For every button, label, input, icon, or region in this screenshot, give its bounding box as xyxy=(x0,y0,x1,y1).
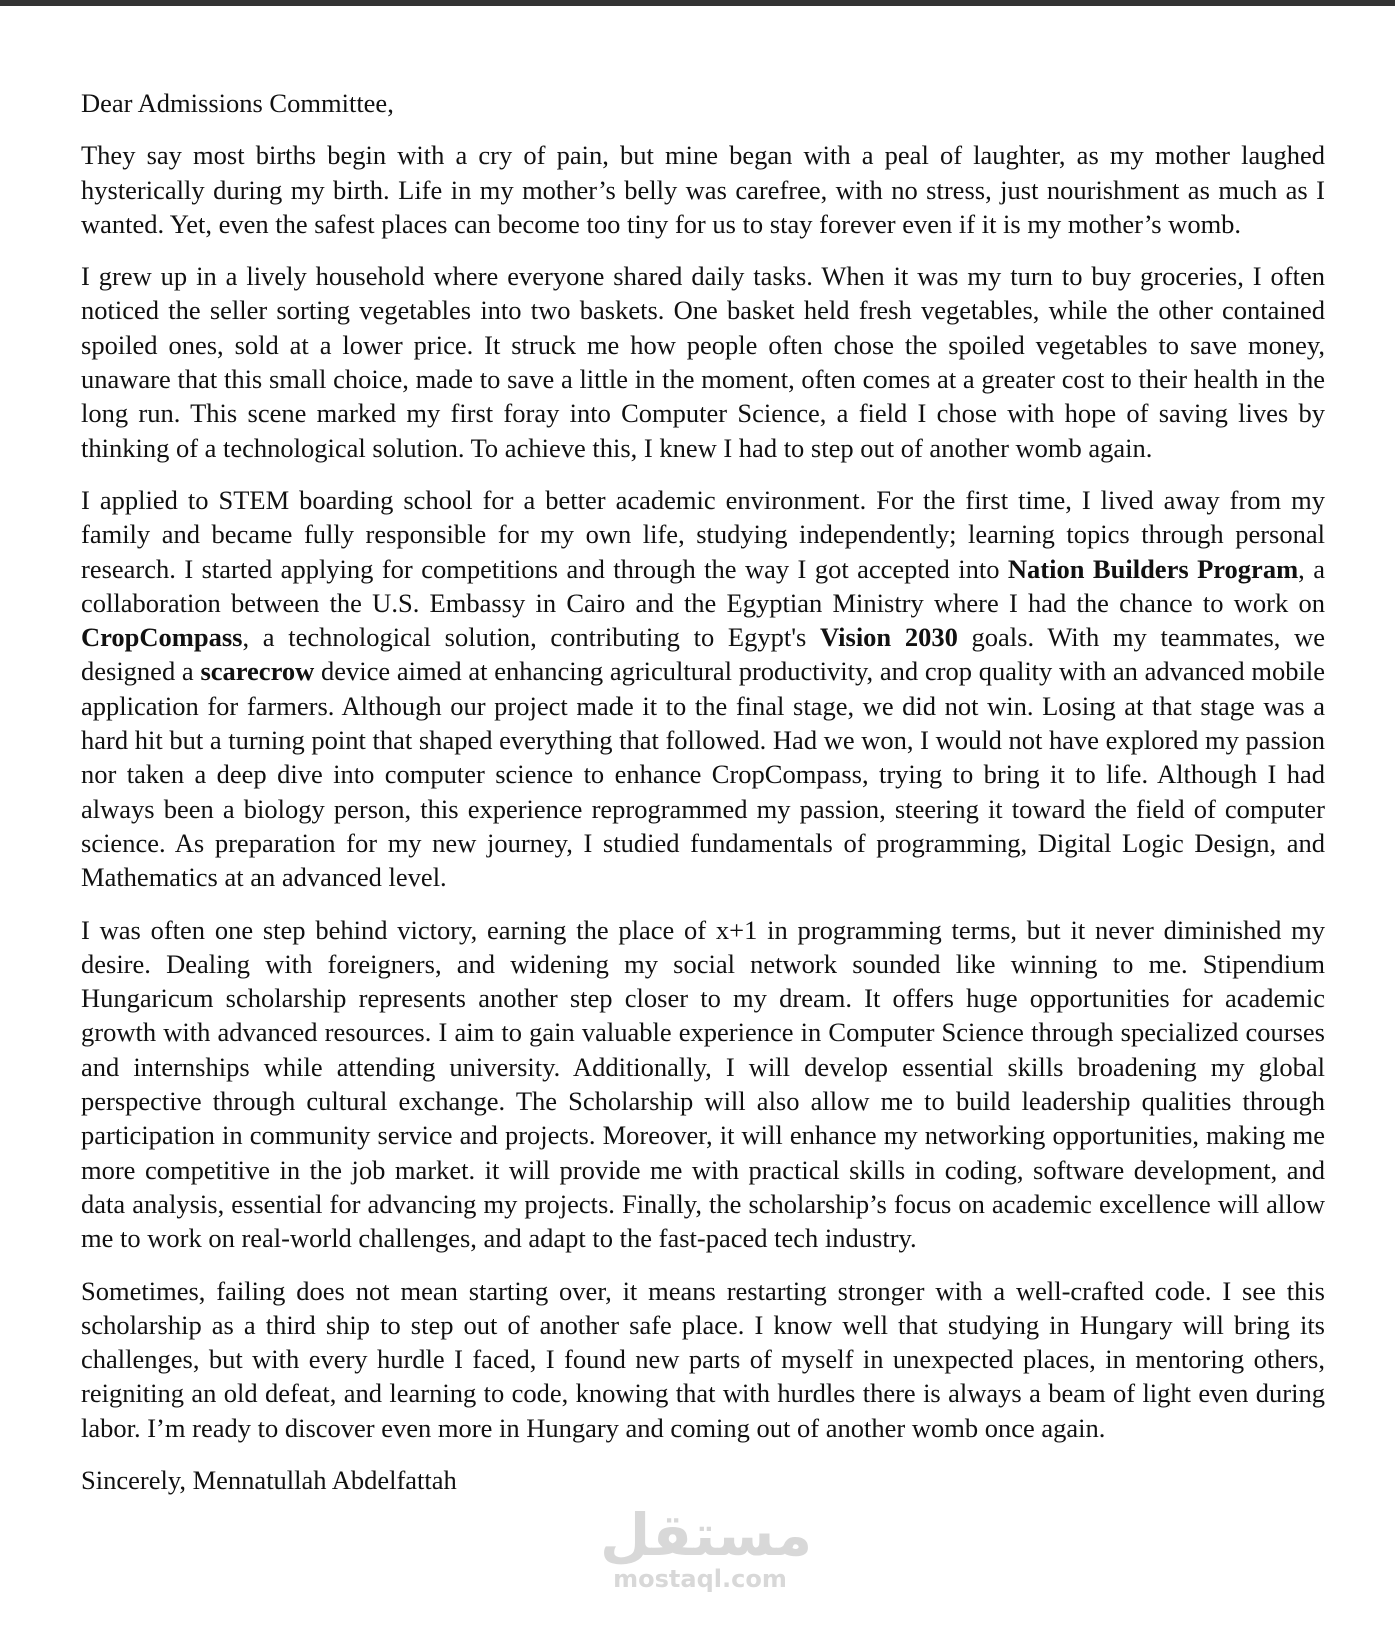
p3-text-4: goals. With my teammates, we designed a xyxy=(81,622,1325,687)
mostaql-watermark xyxy=(600,1501,813,1593)
paragraph-conclusion: Sometimes, failing does not mean starting over, it means restarting stronger with a well-crafted code. I see this scholarship as a third ship to step out of another safe place. I know well that studying in Hungary will bring its challenges, but with every hurdle I faced, I found new parts of myself in unexpected places, in mentoring others, reigniting an old defeat, and learning to code, knowing that with hurdles there is always a beam of light even during labor. I’m ready to discover even more in Hungary and coming out of another womb once again. xyxy=(81,1275,1325,1443)
watermark-arabic: مستقل xyxy=(600,1501,813,1569)
greeting: Dear Admissions Committee, xyxy=(81,88,394,118)
watermark-latin: mostaql.com xyxy=(613,1565,787,1593)
letter-body xyxy=(81,86,1325,1515)
vision-2030: Vision 2030 xyxy=(819,622,958,653)
p3-text-5: device aimed at enhancing agricultural productivity, and crop quality with an advanced mobile application for farmers. Although our project made it to the final stage, we did not win. Losing at that stage was a hard hit but a turning point that shaped everything that followed. Had we won, I would not have explored my passion nor taken a deep dive into computer science to enhance CropCompass, trying to bring it to life. Although I had always been a biology person, this experience reprogrammed my passion, steering it toward the field of computer science. As preparation for my new journey, I studied fundamentals of programming, Digital Logic Design, and Mathematics at an advanced level. xyxy=(81,656,1326,893)
paragraph-stem-school xyxy=(81,483,1325,895)
scarecrow: scarecrow xyxy=(200,656,315,687)
cropcompass: CropCompass xyxy=(81,622,243,653)
top-border xyxy=(0,0,1395,6)
p3-text-2: , a collaboration between the U.S. Embassy in Cairo and the Egyptian Ministry where I had the chance to work on xyxy=(81,553,1325,618)
paragraph-birth: They say most births begin with a cry of pain, but mine began with a peal of laughter, as my mother laughed hysterically during my birth. Life in my mother’s belly was carefree, with no stress, just nourishment as much as I wanted. Yet, even the safest places can become too tiny for us to stay forever even if it is my mother’s womb. xyxy=(81,140,1325,239)
paragraph-groceries: I grew up in a lively household where everyone shared daily tasks. When it was my turn to buy groceries, I often noticed the seller sorting vegetables into two baskets. One basket held fresh vegetables, while the other contained spoiled ones, sold at a lower price. It struck me how people often chose the spoiled vegetables to save money, unaware that this small choice, made to save a little in the moment, often comes at a greater cost to their health in the long run. This scene marked my first foray into Computer Science, a field I chose with hope of saving lives by thinking of a technological solution. To achieve this, I knew I had to step out of another womb again. xyxy=(81,261,1325,463)
p3-text-3: , a technological solution, contributing to Egypt's xyxy=(242,622,820,653)
paragraph-scholarship: I was often one step behind victory, earning the place of x+1 in programming terms, but it never diminished my desire. Dealing with foreigners, and widening my social network sounded like winning to me. Stipendium Hungaricum scholarship represents another step closer to my dream. It offers huge opportunities for academic growth with advanced resources. I aim to gain valuable experience in Computer Science through specialized courses and internships while attending university. Additionally, I will develop essential skills broadening my global perspective through cultural exchange. The Scholarship will also allow me to build leadership qualities through participation in community service and projects. Moreover, it will enhance my networking opportunities, making me more competitive in the job market. it will provide me with practical skills in coding, software development, and data analysis, essential for advancing my projects. Finally, the scholarship’s focus on academic excellence will allow me to work on real-world challenges, and adapt to the fast-paced tech industry. xyxy=(81,914,1325,1254)
p3-text-1: I applied to STEM boarding school for a better academic environment. For the first time, I lived away from my family and became fully responsible for my own life, studying independently; learning topics through personal research. I started applying for competitions and through the way I got accepted into xyxy=(81,484,1325,584)
nation-builders-program: Nation Builders Program xyxy=(1007,553,1299,584)
closing-signature: Sincerely, Mennatullah Abdelfattah xyxy=(81,1464,457,1495)
